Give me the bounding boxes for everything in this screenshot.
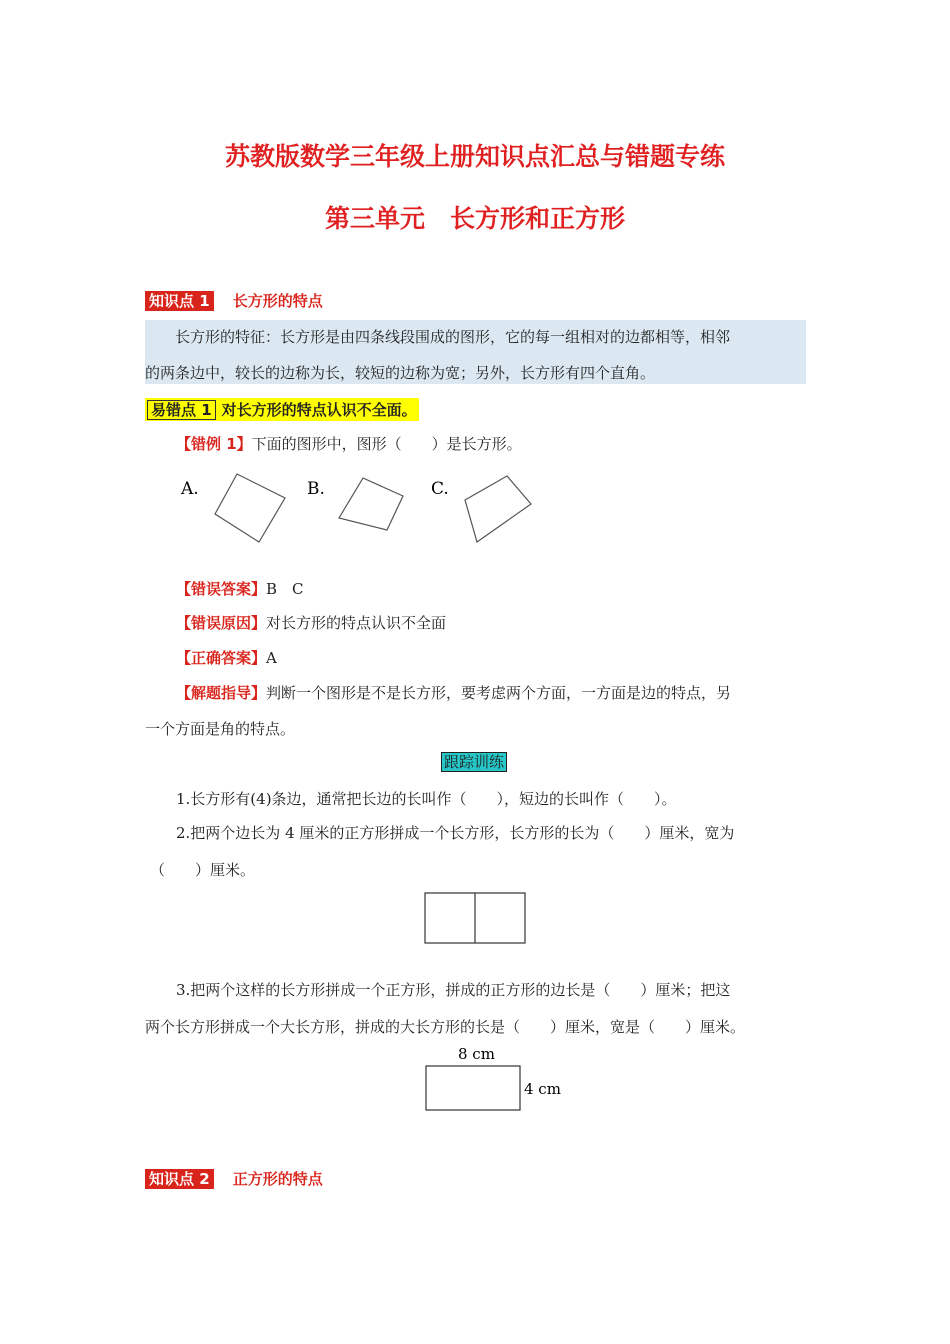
wrong-reason <box>176 612 446 633</box>
shape-b <box>339 478 403 530</box>
error-point-tag: 易错点 1 <box>147 400 216 420</box>
wrong-answer <box>176 578 304 599</box>
knowledge-point-tag: 知识点 1 <box>145 291 214 311</box>
shape-c-label: C. <box>431 479 449 499</box>
rectangle-figure <box>420 1040 570 1116</box>
wrong-reason-text: 对长方形的特点认识不全面 <box>266 614 447 632</box>
width-label: 4 cm <box>524 1080 561 1098</box>
knowledge-point-2-header <box>145 1168 323 1189</box>
wrong-answer-text: B C <box>266 580 304 598</box>
kp1-text-line1: 长方形的特征：长方形是由四条线段围成的图形，它的每一组相对的边都相等，相邻 <box>175 328 731 346</box>
shapes-figure <box>175 470 545 550</box>
wrong-answer-label: 【错误答案】 <box>176 580 267 598</box>
error-point-1-header <box>145 398 419 421</box>
right-answer-label: 【正确答案】 <box>176 649 267 667</box>
question-2-line1: 2.把两个边长为 4 厘米的正方形拼成一个长方形，长方形的长为（ ）厘米，宽为 <box>176 824 735 842</box>
wrong-reason-label: 【错误原因】 <box>176 614 267 632</box>
rectangle <box>426 1066 520 1110</box>
knowledge-point-1-header <box>145 290 323 311</box>
question-3-line2: 两个长方形拼成一个大长方形，拼成的大长方形的长是（ ）厘米，宽是（ ）厘米。 <box>145 1018 746 1036</box>
knowledge-point-tag: 知识点 2 <box>145 1169 214 1189</box>
guide-text-line1: 判断一个图形是不是长方形，要考虑两个方面，一方面是边的特点，另 <box>266 684 732 702</box>
question-3-line1: 3.把两个这样的长方形拼成一个正方形，拼成的正方形的边长是（ ）厘米；把这 <box>176 981 731 999</box>
tracking-practice-label: 跟踪训练 <box>441 752 507 772</box>
unit-title: 第三单元 长方形和正方形 <box>324 204 625 233</box>
example-text: 下面的图形中，图形（ ）是长方形。 <box>251 435 522 453</box>
shape-a-label: A. <box>181 479 199 499</box>
document-title: 苏教版数学三年级上册知识点汇总与错题专练 <box>224 142 725 171</box>
shape-c <box>465 476 531 542</box>
knowledge-point-title: 长方形的特点 <box>232 292 323 310</box>
question-1: 1.长方形有(4)条边，通常把长边的长叫作（ ），短边的长叫作（ ）。 <box>176 790 677 808</box>
error-point-text: 对长方形的特点认识不全面。 <box>221 401 417 419</box>
tracking-practice-header <box>441 751 507 772</box>
shape-a <box>215 474 285 542</box>
question-2-line2: （ ）厘米。 <box>150 861 256 879</box>
guide-label: 【解题指导】 <box>176 684 267 702</box>
right-answer-text: A <box>266 649 277 667</box>
shape-b-label: B. <box>307 479 325 499</box>
guide-text-line2: 一个方面是角的特点。 <box>145 720 296 738</box>
example-question <box>176 433 522 454</box>
guide <box>176 682 731 703</box>
length-label: 8 cm <box>458 1045 495 1063</box>
example-label: 【错例 1】 <box>176 435 252 453</box>
kp1-text-line2: 的两条边中，较长的边称为长，较短的边称为宽；另外，长方形有四个直角。 <box>145 364 656 382</box>
right-answer <box>176 647 277 668</box>
knowledge-point-title: 正方形的特点 <box>232 1170 323 1188</box>
two-squares-figure <box>424 892 528 946</box>
